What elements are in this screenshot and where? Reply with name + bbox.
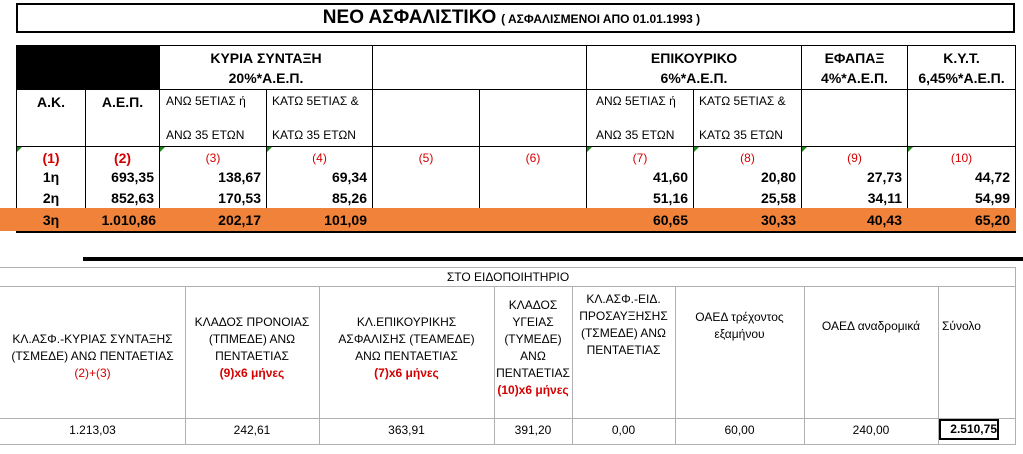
title-sub: ( ΑΣΦΑΛΙΣΜΕΝΟΙ ΑΠΟ 01.01.1993 ) bbox=[501, 12, 701, 26]
row3-ak: 3η bbox=[42, 212, 60, 228]
notice-val-3: 363,91 bbox=[388, 423, 425, 437]
notice-total-value: 2.510,75 bbox=[950, 422, 997, 436]
notice-col2-line1: ΚΛΑΔΟΣ ΠΡΟΝΟΙΑΣ bbox=[194, 315, 310, 329]
notice-col2-line3: ΠΕΝΤΑΕΤΙΑΣ bbox=[215, 349, 289, 363]
row2-aep: 852,63 bbox=[111, 190, 154, 206]
row3-c3: 202,17 bbox=[218, 212, 261, 228]
notice-col4-line2: ΥΓΕΙΑΣ bbox=[512, 315, 554, 329]
notice-col8-line1: Σύνολο bbox=[942, 319, 981, 333]
row1-c4: 69,34 bbox=[331, 169, 367, 185]
row3-c10: 65,20 bbox=[974, 212, 1010, 228]
kyria-rate: 20%*Α.Ε.Π. bbox=[228, 70, 304, 86]
colnum-1: (1) bbox=[42, 150, 60, 166]
notice-col8-header bbox=[938, 318, 1002, 335]
title-main: ΝΕΟ ΑΣΦΑΛΙΣΤΙΚΟ bbox=[322, 7, 497, 28]
notice-col5-line1: ΚΛ.ΑΣΦ.-ΕΙΔ. bbox=[586, 292, 661, 306]
efapax-title: ΕΦΑΠΑΞ bbox=[824, 50, 885, 66]
colnum-10: (10) bbox=[950, 151, 973, 165]
col8-header-l2: ΚΑΤΩ 35 ΕΤΩΝ bbox=[699, 128, 783, 142]
row3-c8: 30,33 bbox=[760, 212, 796, 228]
notice-col4-line4: ΠΕΝΤΑΕΤΙΑΣ bbox=[496, 366, 570, 380]
col4-header-l2: ΚΑΤΩ 35 ΕΤΩΝ bbox=[272, 128, 356, 142]
notice-col2-header bbox=[185, 314, 319, 382]
row1-c7: 41,60 bbox=[652, 169, 688, 185]
row2-c7: 51,16 bbox=[652, 190, 688, 206]
col7-header-l2: ΑΝΩ 35 ΕΤΩΝ bbox=[596, 128, 675, 142]
notice-col3-line1: ΚΛ.ΕΠΙΚΟΥΡΙΚΗΣ bbox=[356, 315, 457, 329]
col7-header-l1: ΑΝΩ 5ΕΤΙΑΣ ή bbox=[596, 94, 676, 108]
row1-c3: 138,67 bbox=[218, 169, 261, 185]
notice-val-4: 391,20 bbox=[514, 423, 552, 437]
row2-c3: 170,53 bbox=[218, 190, 261, 206]
row2-c9: 34,11 bbox=[867, 190, 902, 206]
notice-col1-formula: (2)+(3) bbox=[74, 366, 111, 380]
notice-val-1: 1.213,03 bbox=[69, 423, 116, 437]
notice-col3-line2: ΑΣΦΑΛΙΣΗΣ (ΤΕΑΜΕΔΕ) bbox=[338, 332, 475, 346]
notice-col4-header bbox=[494, 297, 572, 399]
colnum-3: (3) bbox=[205, 151, 221, 165]
notice-col3-header bbox=[319, 314, 494, 382]
row3-c7: 60,65 bbox=[652, 212, 688, 228]
notice-col7-header bbox=[804, 318, 938, 335]
section-divider bbox=[83, 257, 1023, 261]
notice-col2-formula: (9)x6 μήνες bbox=[219, 366, 285, 380]
row2-c4: 85,26 bbox=[331, 190, 367, 206]
row1-aep: 693,35 bbox=[111, 169, 154, 185]
col-ak-header: Α.Κ. bbox=[37, 94, 65, 110]
kyt-title: Κ.Υ.Τ. bbox=[943, 50, 980, 66]
notice-col6-line2: εξαμήνου bbox=[714, 327, 765, 341]
colnum-9: (9) bbox=[847, 151, 862, 165]
notice-val-2: 242,61 bbox=[233, 423, 271, 437]
notice-title: ΣΤΟ ΕΙΔΟΠΟΙΗΤΗΡΙΟ bbox=[446, 270, 570, 284]
row1-c8: 20,80 bbox=[760, 169, 796, 185]
efapax-rate: 4%*Α.Ε.Π. bbox=[821, 70, 888, 86]
kyt-rate: 6,45%*Α.Ε.Π. bbox=[918, 70, 1005, 86]
col8-header-l1: ΚΑΤΩ 5ΕΤΙΑΣ & bbox=[699, 94, 786, 108]
notice-col5-line4: ΠΕΝΤΑΕΤΙΑΣ bbox=[586, 343, 661, 357]
notice-col4-line3: (ΤΥΜΕΔΕ) ΑΝΩ bbox=[504, 332, 562, 363]
notice-col6-header bbox=[675, 309, 804, 343]
notice-col3-line3: ΑΝΩ ΠΕΝΤΑΕΤΙΑΣ bbox=[355, 349, 458, 363]
notice-col4-line1: ΚΛΑΔΟΣ bbox=[508, 298, 558, 312]
colnum-2: (2) bbox=[113, 150, 132, 166]
notice-col4-formula: (10)x6 μήνες bbox=[497, 383, 569, 397]
notice-val-5: 0,00 bbox=[611, 423, 636, 437]
kyria-title: ΚΥΡΙΑ ΣΥΝΤΑΞΗ bbox=[210, 50, 322, 66]
notice-col1-header bbox=[0, 331, 185, 382]
notice-val-7: 240,00 bbox=[852, 423, 890, 437]
col4-header-l1: ΚΑΤΩ 5ΕΤΙΑΣ & bbox=[272, 94, 359, 108]
row2-c8: 25,58 bbox=[760, 190, 796, 206]
colnum-4: (4) bbox=[312, 151, 327, 165]
row3-c4: 101,09 bbox=[324, 212, 367, 228]
notice-col1-line1: ΚΛ.ΑΣΦ.-ΚΥΡΙΑΣ ΣΥΝΤΑΞΗΣ bbox=[12, 332, 173, 346]
colnum-8: (8) bbox=[740, 151, 755, 165]
notice-col2-line2: (ΤΠΜΕΔΕ) ΑΝΩ bbox=[208, 332, 296, 346]
row1-c10: 44,72 bbox=[974, 169, 1010, 185]
colnum-7: (7) bbox=[632, 151, 648, 165]
row2-ak: 2η bbox=[42, 190, 60, 206]
row3-aep: 1.010,86 bbox=[101, 212, 156, 228]
colnum-6: (6) bbox=[525, 151, 541, 165]
notice-col5-header bbox=[572, 291, 675, 359]
notice-col5-line3: (ΤΣΜΕΔΕ) ΑΝΩ bbox=[580, 326, 667, 340]
black-header-block bbox=[17, 46, 159, 89]
notice-col6-line1: ΟΑΕΔ τρέχοντος bbox=[695, 310, 784, 324]
notice-col3-formula: (7)x6 μήνες bbox=[374, 366, 439, 380]
notice-col1-line2: (ΤΣΜΕΔΕ) ΑΝΩ ΠΕΝΤΑΕΤΙΑΣ bbox=[11, 349, 174, 363]
epik-title: ΕΠΙΚΟΥΡΙΚΟ bbox=[650, 50, 738, 66]
notice-col5-line2: ΠΡΟΣΑΥΞΗΣΗΣ bbox=[579, 309, 668, 323]
notice-val-6: 60,00 bbox=[724, 423, 755, 437]
col3-header-l1: ΑΝΩ 5ΕΤΙΑΣ ή bbox=[166, 94, 246, 108]
row3-c9: 40,43 bbox=[866, 212, 902, 228]
row1-c9: 27,73 bbox=[866, 169, 902, 185]
notice-col7-line1: ΟΑΕΔ αναδρομικά bbox=[821, 319, 921, 333]
epik-rate: 6%*Α.Ε.Π. bbox=[660, 70, 728, 86]
col-aep-header: Α.Ε.Π. bbox=[101, 94, 144, 110]
row2-c10: 54,99 bbox=[974, 190, 1010, 206]
col3-header-l2: ΑΝΩ 35 ΕΤΩΝ bbox=[166, 128, 245, 142]
colnum-5: (5) bbox=[418, 151, 434, 165]
row1-ak: 1η bbox=[42, 169, 60, 185]
